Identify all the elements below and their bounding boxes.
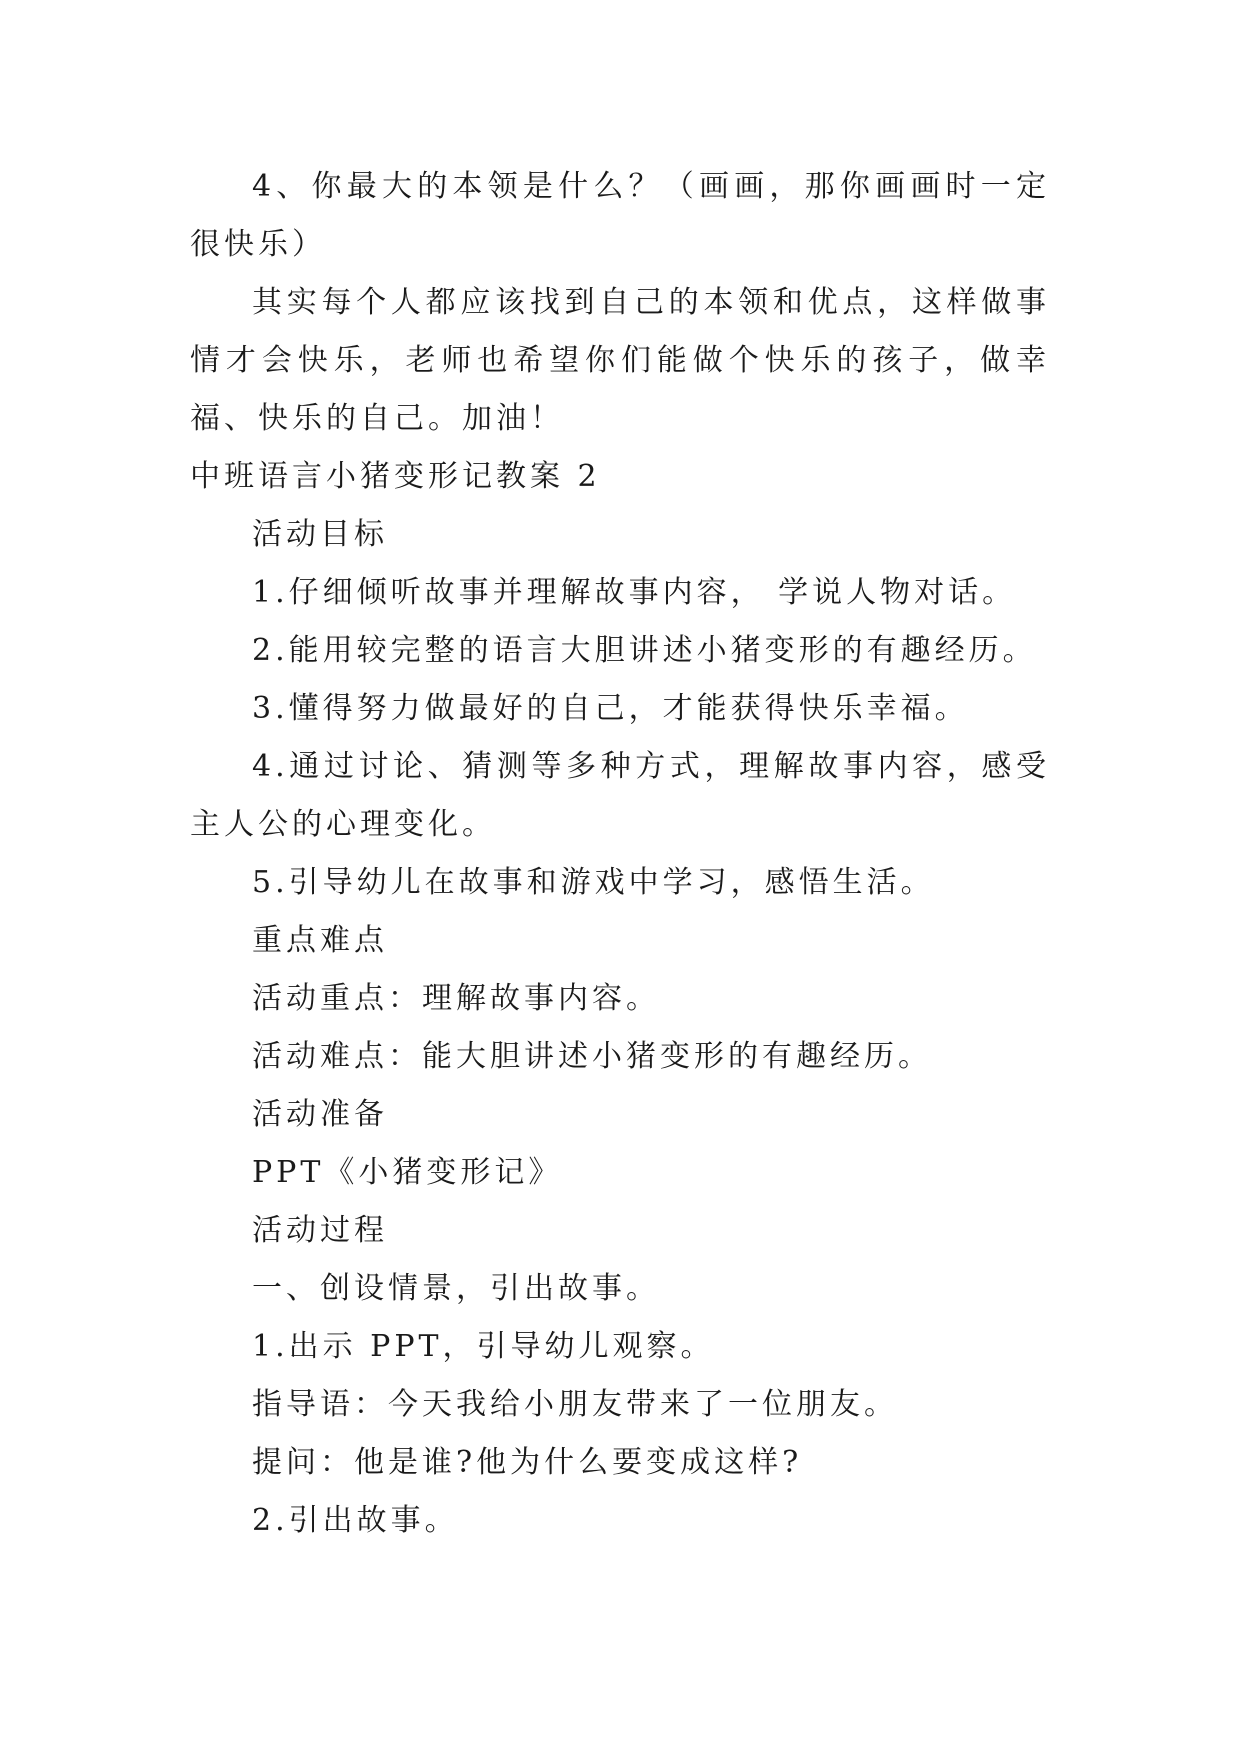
heading-activity-goals: 活动目标 xyxy=(252,517,388,552)
heading-process: 活动过程 xyxy=(252,1213,388,1248)
key-point: 活动重点：理解故事内容。 xyxy=(252,981,660,1016)
guide-words: 指导语：今天我给小朋友带来了一位朋友。 xyxy=(252,1387,898,1422)
goal-item-2: 2.能用较完整的语言大胆讲述小猪变形的有趣经历。 xyxy=(252,633,1037,668)
paragraph-question-4: 4、你最大的本领是什么？（画画，那你画画时一定很快乐） xyxy=(190,169,1050,262)
document-page xyxy=(190,158,1050,1550)
paragraph-closing-remark: 其实每个人都应该找到自己的本领和优点，这样做事情才会快乐，老师也希望你们能做个快乐的孩子，做幸福、快乐的自己。加油！ xyxy=(190,285,1050,436)
preparation-item: PPT《小猪变形记》 xyxy=(252,1155,563,1190)
process-substep-2: 2.引出故事。 xyxy=(252,1503,459,1538)
section-title: 中班语言小猪变形记教案 2 xyxy=(190,459,601,494)
heading-preparation: 活动准备 xyxy=(252,1097,388,1132)
heading-key-points: 重点难点 xyxy=(252,923,388,958)
process-substep-1: 1.出示 PPT，引导幼儿观察。 xyxy=(252,1329,715,1364)
goal-item-1: 1.仔细倾听故事并理解故事内容， 学说人物对话。 xyxy=(252,575,1017,610)
process-step-1: 一、创设情景，引出故事。 xyxy=(252,1271,660,1306)
goal-item-5: 5.引导幼儿在故事和游戏中学习，感悟生活。 xyxy=(252,865,935,900)
goal-item-3: 3.懂得努力做最好的自己，才能获得快乐幸福。 xyxy=(252,691,969,726)
difficult-point: 活动难点：能大胆讲述小猪变形的有趣经历。 xyxy=(252,1039,932,1074)
goal-item-4: 4.通过讨论、猜测等多种方式，理解故事内容，感受主人公的心理变化。 xyxy=(190,749,1050,842)
question-prompt: 提问：他是谁?他为什么要变成这样? xyxy=(252,1445,803,1480)
